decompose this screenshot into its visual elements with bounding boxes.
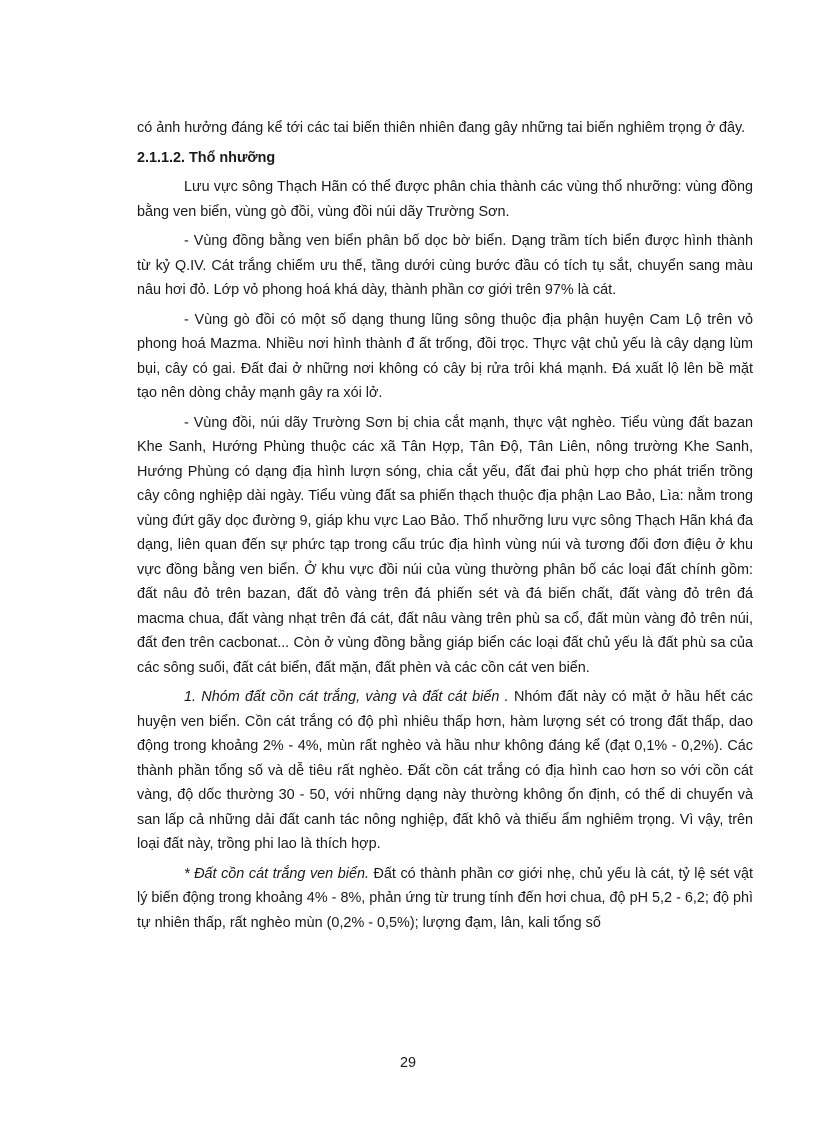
paragraph-coastal-plain: - Vùng đồng bằng ven biển phân bố dọc bờ biển. Dạng trầm tích biển được hình thành từ kỷ Q.IV. Cát trắng chiếm ưu thế, tầng dưới cùng bước đầu có tích tụ sắt, chuyển sang màu nâu hơi đỏ. Lớp vỏ phong hoá khá dày, thành phần cơ giới trên 97% là cát. <box>137 233 753 298</box>
sand-group-text: Nhóm đất này có mặt ở hầu hết các huyện ven biển. Cồn cát trắng có độ phì nhiêu thấp hơn, hàm lượng sét có trong đất thấp, dao động trong khoảng 2% - 4%, mùn rất nghèo và hầu như không đáng kể (đạt 0,1% - 0,2%). Các thành phần tổng số và dễ tiêu rất nghèo. Đất cồn cát trắng có địa hình cao hơn so với cồn cát vàng, độ dốc thường 30 - 50, với những dạng này thường không ổn định, có thể di chuyển và san lấp cả những dải đất canh tác nông nghiệp, đất khô và thiếu ẩm nghiêm trọng. Vì vậy, trên loại đất này, trồng phi lao là thích hợp. <box>137 689 753 852</box>
paragraph-hills: - Vùng gò đồi có một số dạng thung lũng sông thuộc địa phận huyện Cam Lộ trên vỏ phong hoá Mazma. Nhiều nơi hình thành đ ất trống, đồi trọc. Thực vật chủ yếu là cây dạng lùm bụi, cây có gai. Đất đai ở những nơi không có cây bị rửa trôi khá mạnh. Đá xuất lộ lên bề mặt tạo nên dòng chảy mạnh gây ra xói lở. <box>137 311 753 401</box>
paragraph-truong-son: - Vùng đồi, núi dãy Trường Sơn bị chia cắt mạnh, thực vật nghèo. Tiểu vùng đất bazan Khe Sanh, Hướng Phùng thuộc các xã Tân Hợp, Tân Độ, Tân Liên, nông trường Khe Sanh, Hướng Phùng có dạng địa hình lượn sóng, chia cắt yếu, đất đai phù hợp cho phát triển trồng cây công nghiệp dài ngày. Tiểu vùng đất sa phiến thạch thuộc địa phận Lao Bảo, Lìa: nằm trong vùng đứt gãy dọc đường 9, giáp khu vực Lao Bảo. Thổ nhưỡng lưu vực sông Thạch Hãn khá đa dạng, liên quan đến sự phức tạp trong cấu trúc địa hình vùng núi và tương đối đơn điệu ở khu vực đồng bằng ven biển. Ở khu vực đồi núi của vùng thường phân bố các loại đất chính gồm: đất nâu đỏ trên bazan, đất đỏ vàng trên đá phiến sét và đá biến chất, đất vàng đỏ trên đá macma chua, đất vàng nhạt trên đá cát, đất nâu vàng trên phù sa cổ, đất mùn vàng đỏ trên núi, đất đen trên cacbonat... Còn ở vùng đồng bằng giáp biển các loại đất chủ yếu là đất phù sa của các sông suối, đất cát biển, đất mặn, đất phèn và các cồn cát ven biển. <box>137 414 753 676</box>
sand-group-title: 1. Nhóm đất cồn cát trắng, vàng và đất cát biển . <box>184 689 509 705</box>
paragraph-white-sand <box>137 862 753 936</box>
paragraph-continuation: có ảnh hưởng đáng kể tới các tai biến thiên nhiên đang gây những tai biến nghiêm trọng ở đây. <box>137 120 746 136</box>
page-number: 29 <box>399 1055 416 1071</box>
white-sand-title: * Đất cồn cát trắng ven biển. <box>184 865 369 882</box>
section-heading: 2.1.1.2. Thổ nhưỡng <box>137 149 276 166</box>
white-sand-text: Đất có thành phần cơ giới nhẹ, chủ yếu là cát, tỷ lệ sét vật lý biến động trong khoảng 4% - 8%, phản ứng từ trung tính đến hơi chua, độ pH 5,2 - 6,2; độ phì tự nhiên thấp, rất nghèo mùn (0,2% - 0,5%); lượng đạm, lân, kali tổng số <box>137 865 753 931</box>
page-body <box>137 116 753 935</box>
paragraph-sand-group <box>137 685 753 857</box>
paragraph-intro: Lưu vực sông Thạch Hãn có thể được phân chia thành các vùng thổ nhưỡng: vùng đồng bằng ven biển, vùng gò đồi, vùng đồi núi dãy Trường Sơn. <box>137 179 753 220</box>
